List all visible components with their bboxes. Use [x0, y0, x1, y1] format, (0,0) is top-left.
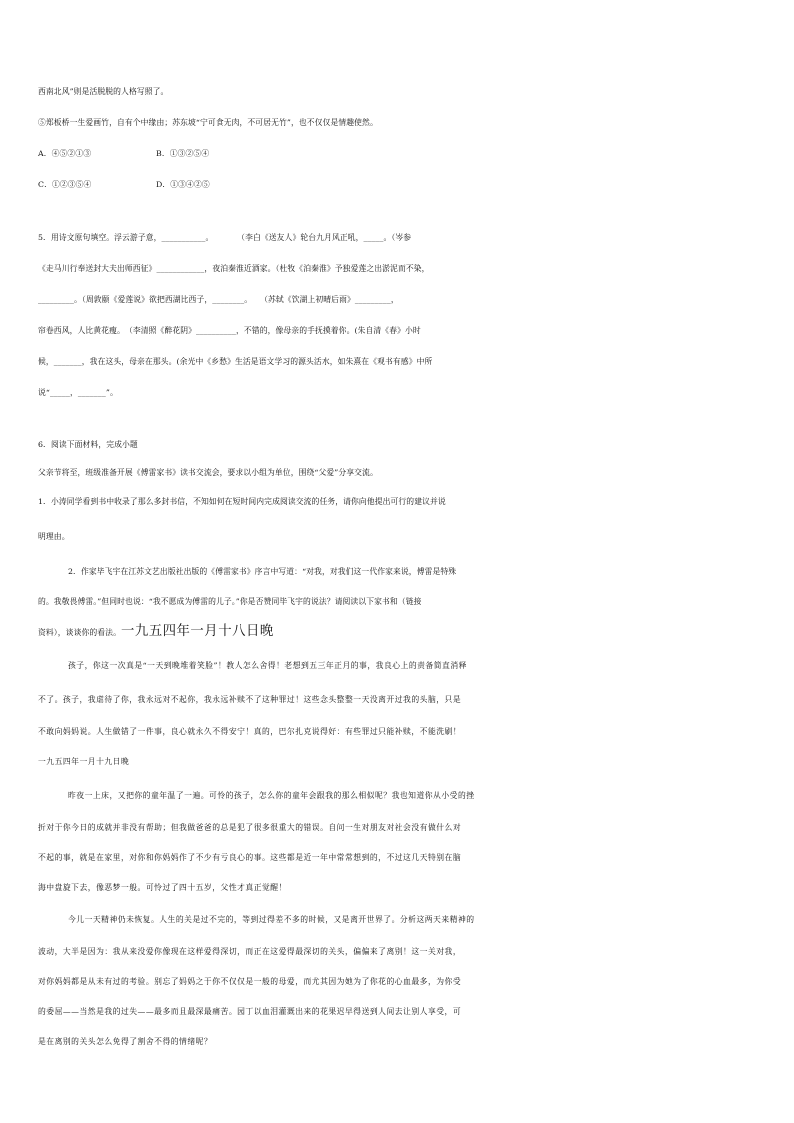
q6-sub1: 1．小涛同学看到书中收录了那么多封书信，不知如何在短时间内完成阅读交流的任务，请你向他提出可行的建议并说 — [38, 497, 446, 506]
q6-sub2-text: 资料），谈谈你的看法。 — [38, 628, 121, 637]
q4-text-line: 西南北风”则是活脱脱的人格写照了。 — [38, 87, 169, 96]
q5-line: 5．用诗文原句填空。浮云游子意，___________。 （李白《送友人》轮台九月风正吼，_____。（岑参 — [38, 233, 412, 242]
q6-sub2: 的。我敬畏傅雷。”但同时也说：“我不愿成为傅雷的儿子。”你是否赞同毕飞宇的说法？请阅读以下家书和（链接 — [38, 597, 422, 606]
letter-line: 是在离别的关头怎么免得了割舍不得的情绪呢？ — [38, 1037, 213, 1046]
letter-date: 一九五四年一月十八日晚 — [120, 624, 274, 639]
letter-line: 不起的事，就是在家里，对你和你妈妈作了不少有亏良心的事。这些都是近一年中常常想到的，不过这几天特别在脑 — [38, 853, 462, 862]
letter-line: 孩子，你这一次真是“一天到晚堆着笑脸”！教人怎么舍得！老想到五三年正月的事，我良心上的责备简直消释 — [68, 661, 467, 670]
q6-sub1: 明理由。 — [38, 532, 70, 541]
q4-options-row — [38, 144, 758, 164]
option-a[interactable]: A．④⑤②①③ — [38, 149, 92, 158]
letter-date: 一九五四年一月十九日晚 — [38, 757, 130, 766]
q5-line: 说“_____，_______”。 — [38, 388, 118, 397]
letter-line: 昨夜一上床，又把你的童年温了一遍。可怜的孩子，怎么你的童年会跟我的那么相似呢？我也知道你从小受的挫 — [68, 791, 475, 800]
letter-line: 对你妈妈都是从未有过的考验。别忘了妈妈之于你不仅仅是一般的母爱，而尤其因为她为了你花的心血最多，为你受 — [38, 977, 462, 986]
option-c[interactable]: C．①②③⑤④ — [38, 180, 92, 189]
option-b[interactable]: B．①③②⑤④ — [156, 149, 210, 158]
letter-line: 波动，大半是因为：我从来没爱你像现在这样爱得深切，而正在这爱得最深切的关头，偏偏来了离别！这一关对我， — [38, 947, 462, 956]
letter-line: 今儿一天精神仍未恢复。人生的关是过不完的，等到过得差不多的时候，又是离开世界了。分析这两天来精神的 — [68, 915, 475, 924]
q6-title: 6．阅读下面材料，完成小题 — [38, 440, 138, 449]
q5-line: 候，_______，我在这头，母亲在那头。(余光中《乡愁》生活是语文学习的源头活水，如朱熹在《观书有感》中所 — [38, 357, 433, 366]
q6-intro: 父亲节将至，班级准备开展《傅雷家书》读书交流会，要求以小组为单位，围绕“父爱”分享交流。 — [38, 468, 378, 477]
q5-line: _________。（周敦颐《爱莲说》欲把西湖比西子，________。 （苏轼《饮湖上初晴后雨》_________， — [38, 295, 399, 304]
q5-line: 《走马川行奉送封大夫出师西征》____________，夜泊秦淮近酒家。（杜牧《泊秦淮》予独爱莲之出淤泥而不染， — [38, 264, 430, 273]
q4-options-row — [38, 175, 758, 195]
letter-line: 不敢向妈妈说。人生做错了一件事，良心就永久不得安宁！真的，巴尔扎克说得好：有些罪过只能补赎，不能洗刷！ — [38, 727, 462, 736]
letter-line: 折对于你今日的成就并非没有帮助；但我做爸爸的总是犯了很多很重大的错误。自问一生对朋友对社会没有做什么对 — [38, 823, 462, 832]
q4-text-line: ⑤郑板桥一生爱画竹，自有个中缘由；苏东坡“宁可食无肉，不可居无竹”，也不仅仅是情趣使然。 — [38, 118, 378, 127]
letter-line: 不了。孩子，我虐待了你，我永远对不起你，我永远补赎不了这种罪过！这些念头整整一天没离开过我的头脑，只是 — [38, 695, 462, 704]
q6-sub2-last — [38, 622, 758, 643]
letter-line: 海中盘旋下去，像恶梦一般。可怜过了四十五岁，父性才真正觉醒！ — [38, 883, 287, 892]
q5-line: 帘卷西风，人比黄花瘦。 （李清照《醉花阴》__________，不错的，像母亲的手抚摸着你。(朱自清《春》小时 — [38, 326, 421, 335]
q6-sub2: 2．作家毕飞宇在江苏文艺出版社出版的《傅雷家书》序言中写道：“对我，对我们这一代作家来说，傅雷是特殊 — [68, 567, 457, 576]
option-d[interactable]: D．①③④②⑤ — [156, 180, 210, 189]
letter-line: 的委屈——当然是我的过失——最多而且最深最痛苦。园丁以血泪灌溉出来的花果迟早得送到人间去让别人享受，可 — [38, 1007, 462, 1016]
